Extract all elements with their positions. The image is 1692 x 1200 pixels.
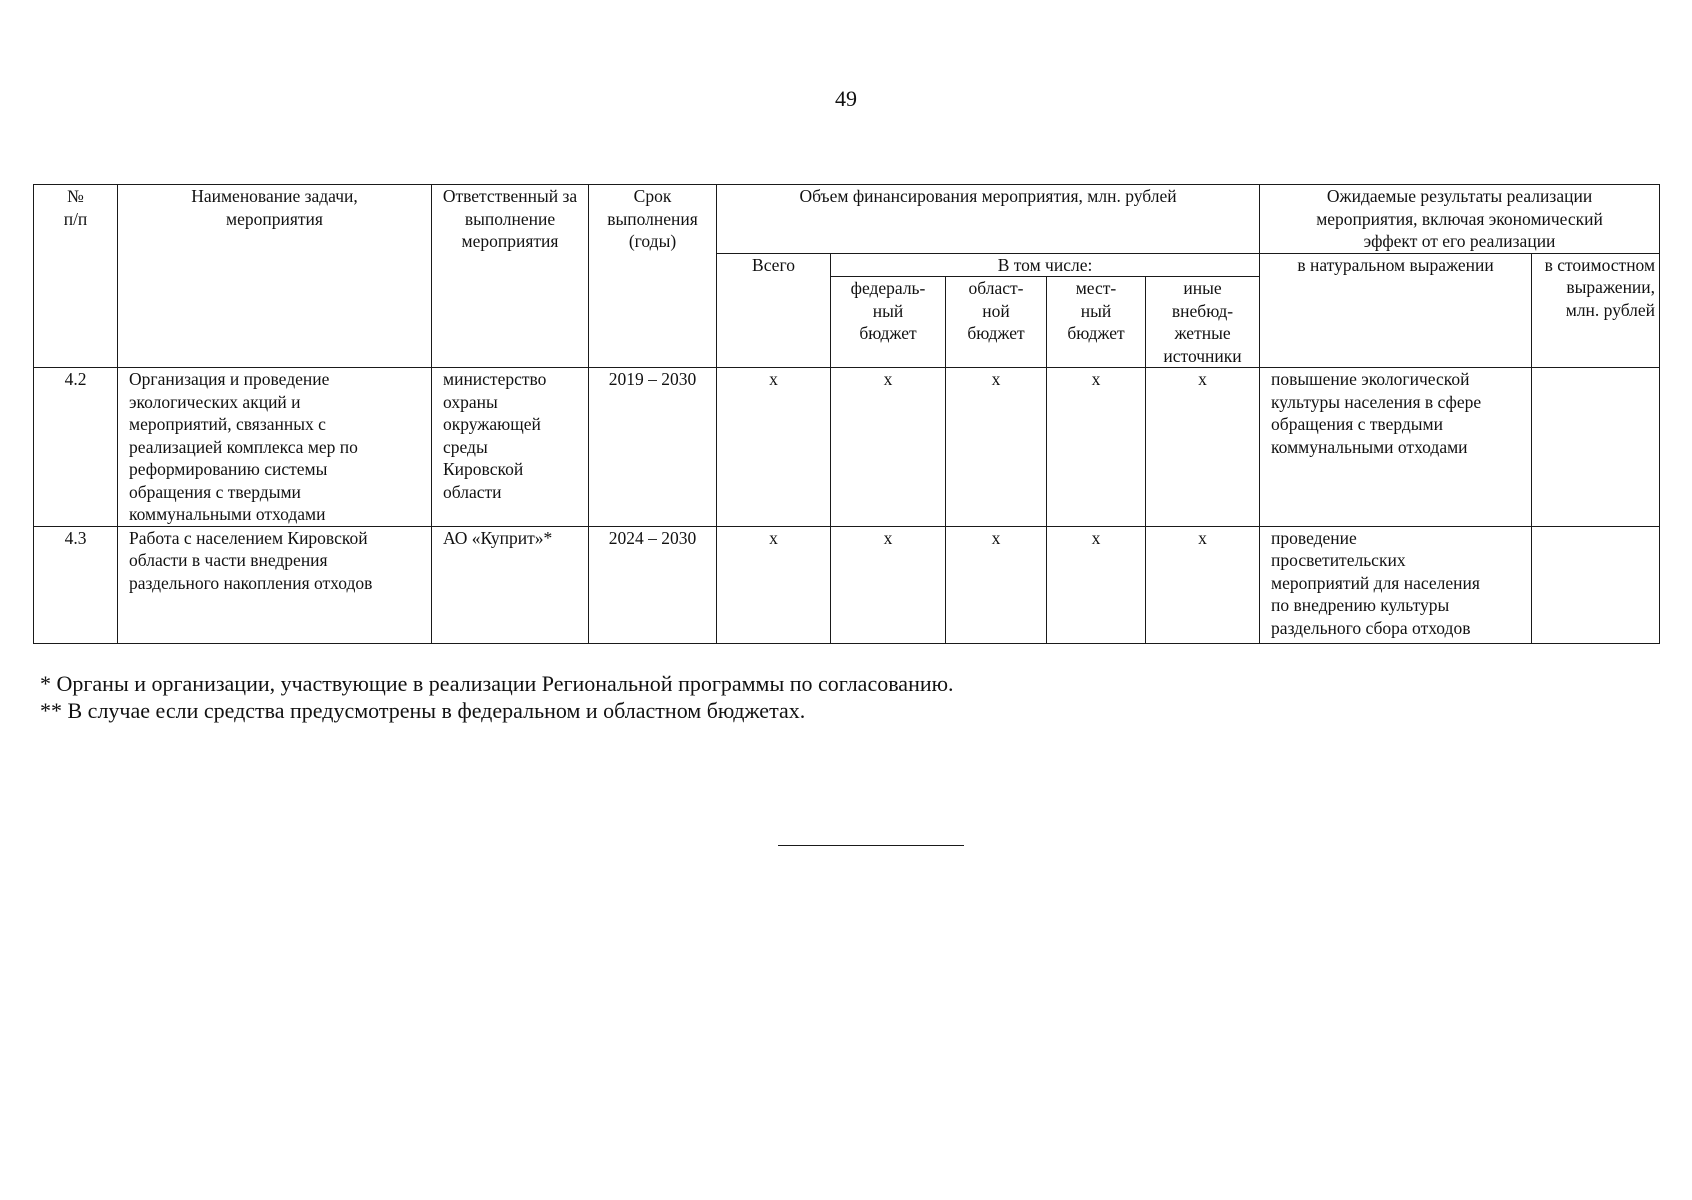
header-total: Всего xyxy=(717,253,831,368)
header-num-line: п/п xyxy=(63,208,88,229)
cell-natural-line: повышение экологической xyxy=(1271,369,1470,389)
cell-task-line: Организация и проведение xyxy=(129,369,330,389)
header-other-line: внебюд- xyxy=(1171,300,1234,321)
cell-task-line: коммунальными отходами xyxy=(129,504,326,524)
header-other xyxy=(1146,277,1260,368)
header-cost-line: в стоимостном xyxy=(1544,254,1656,275)
header-regional-line: ной xyxy=(982,300,1010,321)
cell-responsible-line: окружающей xyxy=(443,414,541,434)
cell-natural-line: по внедрению культуры xyxy=(1271,595,1450,615)
header-regional xyxy=(946,277,1047,368)
cell-federal: x xyxy=(831,526,946,643)
header-local-line: ный xyxy=(1080,300,1112,321)
cell-regional: x xyxy=(946,526,1047,643)
cell-natural-line: мероприятий для населения xyxy=(1271,572,1480,593)
cell-responsible-line: АО «Куприт»* xyxy=(443,527,553,548)
footnote: * Органы и организации, участвующие в реализации Региональной программы по согласованию. xyxy=(40,671,954,696)
cell-cost xyxy=(1532,368,1660,527)
header-results-line: эффект от его реализации xyxy=(1363,231,1556,251)
cell-federal: x xyxy=(831,368,946,527)
cell-term: 2019 – 2030 xyxy=(589,368,717,527)
footnotes xyxy=(40,670,954,724)
cell-responsible-line: области xyxy=(443,481,502,502)
header-responsible-line: Ответственный за xyxy=(442,186,578,206)
cell-task-line: Работа с населением Кировской xyxy=(129,527,368,548)
header-including: В том числе: xyxy=(831,253,1260,277)
cell-natural-line: обращения с твердыми xyxy=(1271,414,1443,434)
cell-task-line: реализацией комплекса мер по xyxy=(129,436,358,457)
cell-term: 2024 – 2030 xyxy=(589,526,717,643)
table-row xyxy=(34,368,1660,527)
header-funding-group: Объем финансирования мероприятия, млн. рублей xyxy=(717,185,1260,254)
header-natural: в натуральном выражении xyxy=(1260,253,1532,368)
cell-other: x xyxy=(1146,368,1260,527)
header-responsible-line: мероприятия xyxy=(461,231,559,251)
end-divider xyxy=(778,845,964,846)
header-other-line: иные xyxy=(1183,278,1222,298)
header-responsible-line: выполнение xyxy=(464,208,556,229)
header-federal-line: федераль- xyxy=(850,278,926,298)
cell-responsible-line: Кировской xyxy=(443,459,524,479)
header-task xyxy=(118,185,432,368)
cell-local: x xyxy=(1047,526,1146,643)
header-results-group xyxy=(1260,185,1660,254)
cell-other: x xyxy=(1146,526,1260,643)
cell-task xyxy=(118,368,432,527)
footnote: ** В случае если средства предусмотрены в федеральном и областном бюджетах. xyxy=(40,698,806,723)
cell-responsible-line: министерство xyxy=(443,369,547,389)
cell-responsible xyxy=(432,526,589,643)
header-cost-line: выражении, xyxy=(1566,277,1656,297)
header-results-line: мероприятия, включая экономический xyxy=(1316,208,1603,229)
cell-natural xyxy=(1260,526,1532,643)
header-num-line: № xyxy=(67,186,84,206)
cell-task-line: области в части внедрения xyxy=(129,550,328,570)
header-term-line: Срок xyxy=(633,186,672,206)
cell-cost xyxy=(1532,526,1660,643)
header-term-line: (годы) xyxy=(628,231,677,251)
page-number: 49 xyxy=(835,86,857,111)
cell-natural-line: проведение xyxy=(1271,527,1357,548)
header-cost xyxy=(1532,253,1660,368)
header-task-line: Наименование задачи, xyxy=(191,186,358,206)
cell-num: 4.3 xyxy=(34,526,118,643)
cell-num: 4.2 xyxy=(34,368,118,527)
header-responsible xyxy=(432,185,589,368)
cell-natural xyxy=(1260,368,1532,527)
header-other-line: источники xyxy=(1163,345,1242,366)
cell-task-line: мероприятий, связанных с xyxy=(129,414,326,434)
header-regional-line: област- xyxy=(968,278,1024,298)
cell-task-line: обращения с твердыми xyxy=(129,481,301,502)
cell-task-line: реформированию системы xyxy=(129,459,328,479)
cell-total: x xyxy=(717,526,831,643)
header-regional-line: бюджет xyxy=(967,323,1025,343)
funding-table xyxy=(33,184,1660,644)
cell-regional: x xyxy=(946,368,1047,527)
cell-natural-line: просветительских xyxy=(1271,550,1406,570)
table-row xyxy=(34,526,1660,643)
cell-task xyxy=(118,526,432,643)
header-term-line: выполнения xyxy=(607,208,698,229)
cell-local: x xyxy=(1047,368,1146,527)
header-task-line: мероприятия xyxy=(226,208,323,229)
header-local xyxy=(1047,277,1146,368)
cell-task-line: раздельного накопления отходов xyxy=(129,572,373,593)
cell-natural-line: культуры населения в сфере xyxy=(1271,391,1482,412)
header-other-line: жетные xyxy=(1174,323,1231,343)
header-local-line: мест- xyxy=(1075,278,1117,298)
cell-natural-line: раздельного сбора отходов xyxy=(1271,617,1471,638)
header-federal xyxy=(831,277,946,368)
header-federal-line: бюджет xyxy=(859,323,917,343)
cell-task-line: экологических акций и xyxy=(129,391,301,412)
header-local-line: бюджет xyxy=(1067,323,1125,343)
cell-responsible xyxy=(432,368,589,527)
cell-responsible-line: среды xyxy=(443,436,488,457)
header-federal-line: ный xyxy=(872,300,904,321)
cell-natural-line: коммунальными отходами xyxy=(1271,436,1468,457)
header-num xyxy=(34,185,118,368)
header-term xyxy=(589,185,717,368)
cell-responsible-line: охраны xyxy=(443,391,498,412)
cell-total: x xyxy=(717,368,831,527)
header-results-line: Ожидаемые результаты реализации xyxy=(1326,186,1593,206)
header-cost-line: млн. рублей xyxy=(1565,299,1656,320)
